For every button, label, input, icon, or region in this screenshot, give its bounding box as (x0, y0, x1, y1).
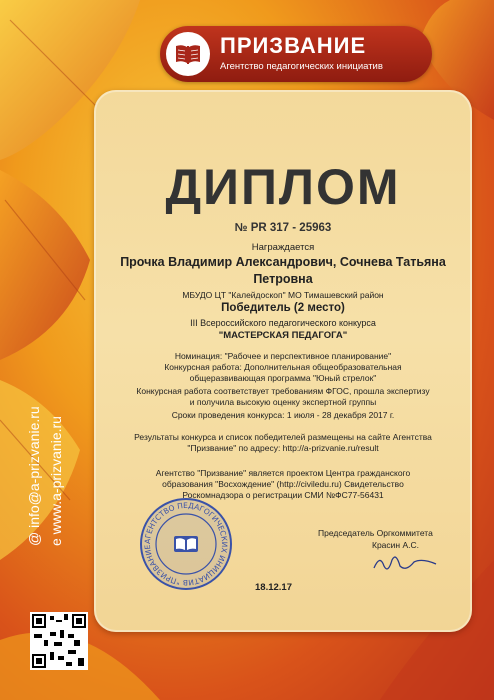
contest-work: Конкурсная работа: Дополнительная общеобразовательная общеразвивающая программа "Юный стрелок" (164, 362, 402, 383)
email-contact[interactable]: @ info@a-prizvanie.ru (26, 406, 42, 546)
results-info: Результаты конкурса и список победителей размещены на сайте Агентства "Призвание" по адресу: http://a-prizvanie.ru/result (134, 432, 432, 453)
signer-name: Красин А.С. (372, 540, 419, 550)
contest-description: III Всероссийского педагогического конкурса (190, 318, 376, 328)
website-contact[interactable]: e www.a-prizvanie.ru (48, 416, 64, 546)
org-header (160, 26, 432, 82)
diploma-title: ДИПЛОМ (165, 159, 401, 215)
handwritten-signature (370, 550, 440, 576)
agency-info: Агентство "Призвание" является проектом Центра гражданского образования "Восхождение" (http://civiledu.ru) Свидетельство Роскомнадзора о регистрации СМИ №ФС77-56431 (155, 468, 411, 500)
official-stamp (138, 496, 234, 592)
contacts-vertical (26, 406, 70, 546)
qr-code[interactable] (30, 612, 88, 670)
contest-name: "МАСТЕРСКАЯ ПЕДАГОГА" (218, 330, 348, 341)
org-subtitle: Агентство педагогических инициатив (220, 61, 383, 72)
diploma-number: № PR 317 - 25963 (234, 222, 332, 234)
contest-dates: Сроки проведения конкурса: 1 июля - 28 декабря 2017 г. (171, 410, 395, 420)
org-name: ПРИЗВАНИЕ (220, 33, 367, 58)
fgos-statement: Конкурсная работа соответствует требованиям ФГОС, прошла экспертизу и получила высокую оценку экспертной группы (136, 386, 430, 407)
issue-date: 18.12.17 (255, 582, 292, 593)
place-awarded: Победитель (2 место) (221, 302, 345, 314)
signature-title: Председатель Оргкоммитета (318, 528, 433, 538)
institution: МБУДО ЦТ "Калейдоскоп" МО Тимашевский район (182, 290, 384, 300)
open-book-logo-icon (166, 32, 210, 76)
nomination: Номинация: "Рабочее и перспективное планирование" (174, 351, 392, 361)
awarded-label: Награждается (251, 242, 315, 253)
recipient-names: Прочка Владимир Александрович, Сочнева Татьяна Петровна (120, 255, 446, 286)
nomination-block (134, 351, 432, 384)
svg-text:АГЕНТСТВО ПЕДАГОГИЧЕСКИХ ИНИЦИ: АГЕНТСТВО ПЕДАГОГИЧЕСКИХ ИНИЦИАТИВ "ПРИЗВАНИЕ (142, 500, 230, 588)
